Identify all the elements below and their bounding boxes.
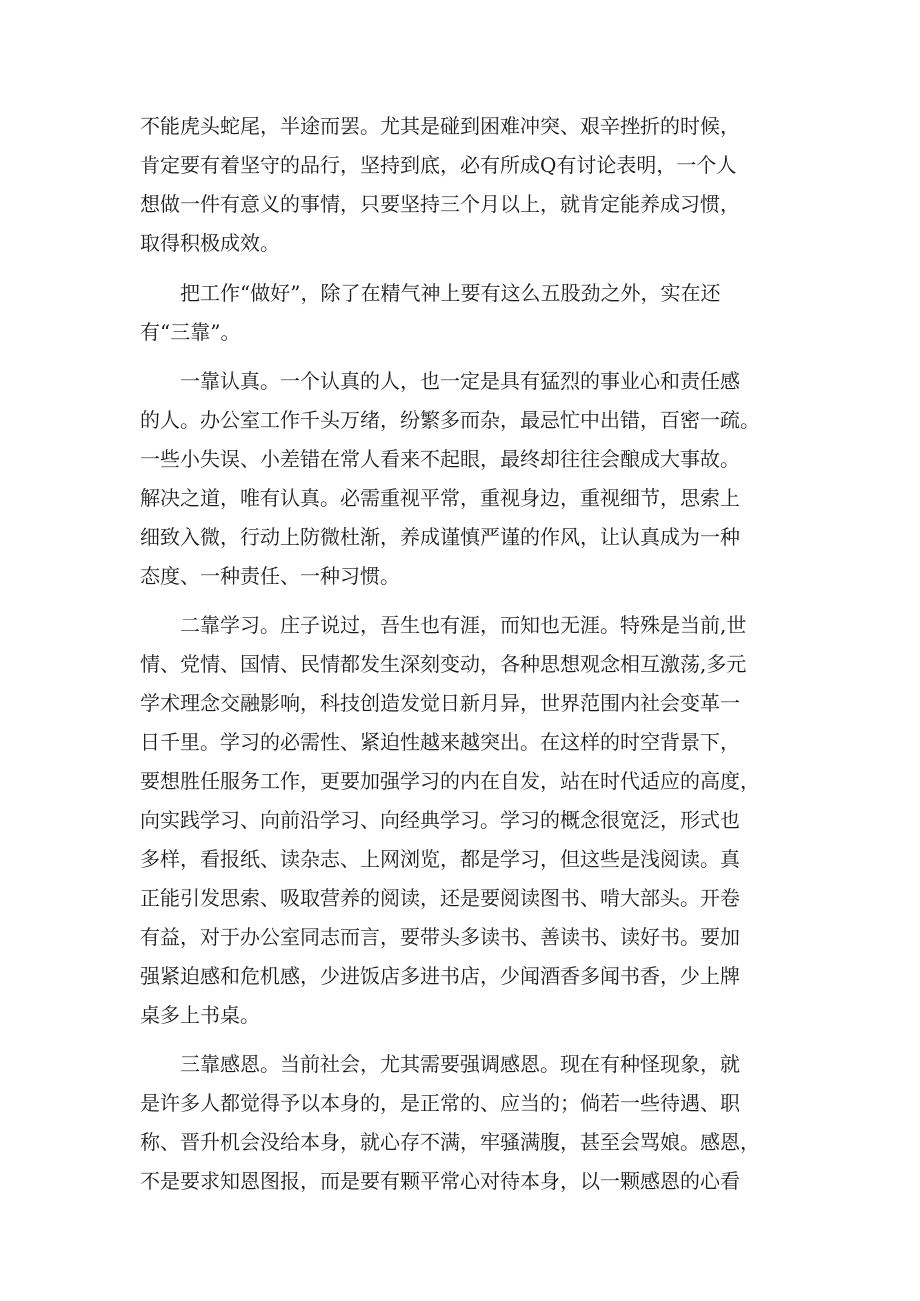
text-line: 多样，看报纸、读杂志、上网浏览，都是学习，但这些是浅阅读。真 — [140, 847, 740, 871]
text-line: 二靠学习。庄子说过，吾生也有涯，而知也无涯。特殊是当前,世 — [180, 613, 747, 637]
text-line: 解决之道，唯有认真。必需重视平常，重视身边，重视细节，思索上 — [140, 486, 740, 510]
text-line: 强紧迫感和危机感，少进饭店多进书店，少闻酒香多闻书香，少上牌 — [140, 964, 740, 988]
text-line: 有“三靠”。 — [140, 320, 241, 344]
text-line: 一靠认真。一个认真的人，也一定是具有猛烈的事业心和责任感 — [180, 369, 740, 393]
text-line: 向实践学习、向前沿学习、向经典学习。学习的概念很宽泛，形式也 — [140, 808, 740, 832]
text-line: 要想胜任服务工作，更要加强学习的内在自发，站在时代适应的高度， — [140, 769, 760, 793]
text-line: 正能引发思索、吸取营养的阅读，还是要阅读图书、啃大部头。开卷 — [140, 886, 740, 910]
text-line: 称、晋升机会没给本身，就心存不满，牢骚满腹，甚至会骂娘。感恩， — [140, 1130, 760, 1154]
text-line: 一些小失误、小差错在常人看来不起眼，最终却往往会酿成大事故。 — [140, 447, 740, 471]
text-line: 不能虎头蛇尾，半途而罢。尤其是碰到困难冲突、艰辛挫折的时候， — [140, 114, 740, 138]
text-line: 的人。办公室工作千头万绪，纷繁多而杂，最忌忙中出错，百密一疏。 — [140, 408, 760, 432]
text-line: 桌多上书桌。 — [140, 1003, 260, 1027]
text-line: 细致入微，行动上防微杜渐，养成谨慎严谨的作风，让认真成为一种 — [140, 525, 740, 549]
text-line: 态度、一种责任、一种习惯。 — [140, 564, 400, 588]
text-line: 日千里。学习的必需性、紧迫性越来越突出。在这样的时空背景下， — [140, 730, 740, 754]
text-line: 想做一件有意义的事情，只要坚持三个月以上，就肯定能养成习惯， — [140, 192, 740, 216]
text-line: 三靠感恩。当前社会，尤其需要强调感恩。现在有种怪现象，就 — [180, 1052, 740, 1076]
text-line: 是许多人都觉得予以本身的，是正常的、应当的；倘若一些待遇、职 — [140, 1091, 740, 1115]
text-line: 不是要求知恩图报，而是要有颗平常心对待本身，以一颗感恩的心看 — [140, 1169, 740, 1193]
text-line: 取得积极成效。 — [140, 231, 280, 255]
text-line: 肯定要有着坚守的品行，坚持到底，必有所成Q有讨论表明，一个人 — [140, 153, 737, 177]
text-line: 学术理念交融影响，科技创造发觉日新月异，世界范围内社会变革一 — [140, 691, 740, 715]
text-line: 把工作“做好”，除了在精气神上要有这么五股劲之外，实在还 — [180, 281, 721, 305]
text-line: 情、党情、国情、民情都发生深刻变动，各种思想观念相互激荡,多元 — [140, 652, 747, 676]
text-line: 有益，对于办公室同志而言，要带头多读书、善读书、读好书。要加 — [140, 925, 740, 949]
